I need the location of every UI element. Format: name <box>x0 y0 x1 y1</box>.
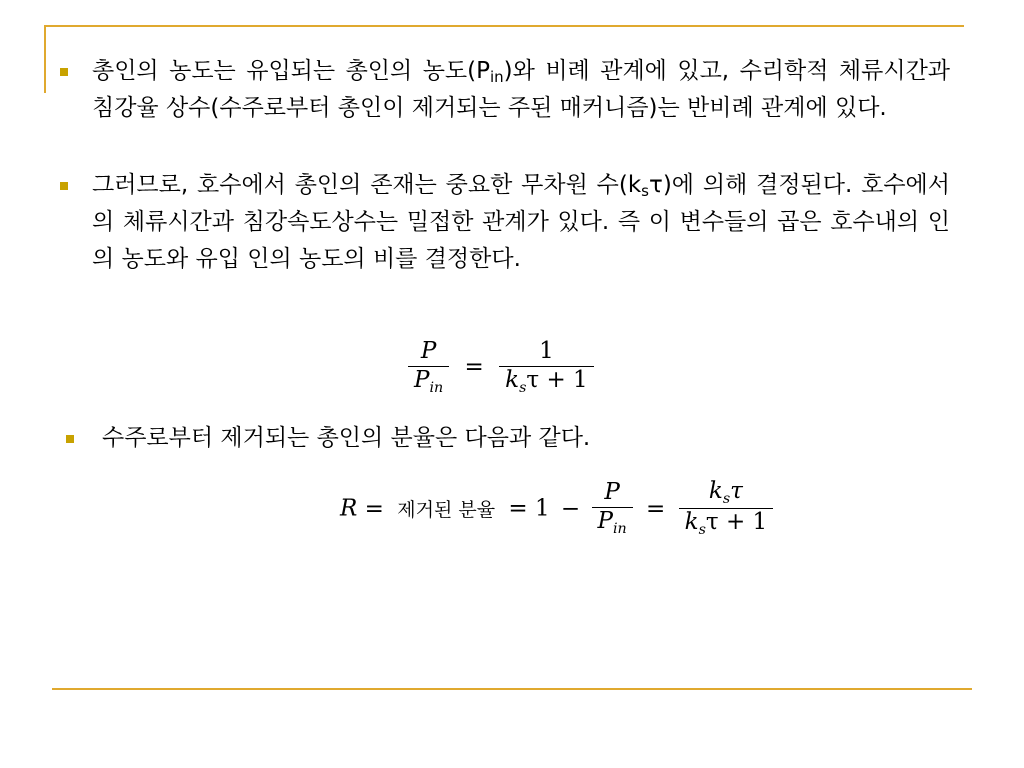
formula2-equals-3: = <box>646 495 666 522</box>
formula1-lhs-numerator: P <box>420 338 437 364</box>
formula2-equals-1: = <box>364 495 384 522</box>
formula2-f2-num-subscript: s <box>722 490 731 507</box>
formula2-f2-den-k: k <box>684 509 699 536</box>
top-rule <box>44 25 964 27</box>
bullet-marker <box>60 182 68 190</box>
bullet-item-2 <box>60 167 950 278</box>
bullet-3-text: 수주로부터 제거되는 총인의 분율은 다음과 같다. <box>102 425 591 451</box>
formula2-f2-den-subscript: s <box>698 522 706 539</box>
formula2-f1-subscript: in <box>612 520 627 537</box>
bullet-1-text-b: )와 비례 관계에 있고, 수리학적 체류시간과 침강율 상수(수주로부터 총인이 제거되는 주된 매커니즘)는 반비례 관계에 있다. <box>92 58 950 121</box>
formula2-f2-den-rest: τ + 1 <box>705 509 768 536</box>
formula-phosphorus-ratio <box>408 338 594 397</box>
bullet-1-text-a: 총인의 농도는 유입되는 총인의 농도(P <box>92 58 490 84</box>
formula2-f1-numerator: P <box>604 479 620 506</box>
bullet-1-subscript: in <box>489 68 504 86</box>
formula1-rhs-subscript: s <box>519 379 527 396</box>
bullet-2-text-b: τ)에 의해 결정된다. 호수에서의 체류시간과 침강속도상수는 밀접한 관계가 있다. 즉 이 변수들의 곱은 호수내의 인의 농도와 유입 인의 농도의 비를 결정한다. <box>92 172 950 272</box>
bullet-item-1 <box>60 53 950 127</box>
formula2-minus: − <box>560 495 581 522</box>
formula2-one: 1 <box>534 495 550 522</box>
bullet-2-text-a: 그러므로, 호수에서 총인의 존재는 중요한 무차원 수(k <box>92 172 642 198</box>
formula2-f1-denominator: P <box>597 507 613 534</box>
bullet-marker <box>60 68 68 76</box>
formula2-r: R <box>340 495 358 522</box>
formula-removal-fraction <box>340 478 773 539</box>
bullet-item-3 <box>66 420 946 457</box>
formula2-korean-label: 제거된 분율 <box>397 499 496 522</box>
left-rule <box>44 25 46 93</box>
bullet-marker <box>66 435 74 443</box>
formula1-lhs-denominator: P <box>414 366 430 393</box>
formula1-rhs-numerator: 1 <box>539 338 554 364</box>
bullet-2-subscript: s <box>641 182 649 200</box>
formula1-rhs-k: k <box>505 366 520 393</box>
formula1-lhs-subscript: in <box>429 379 444 396</box>
formula1-rhs-rest: τ + 1 <box>526 366 588 393</box>
formula2-equals-2: = <box>508 495 528 522</box>
formula1-equals: = <box>464 354 484 381</box>
bottom-rule <box>52 688 972 690</box>
formula2-f2-num-tau: τ <box>730 478 743 504</box>
formula2-f2-num-k: k <box>708 478 723 504</box>
